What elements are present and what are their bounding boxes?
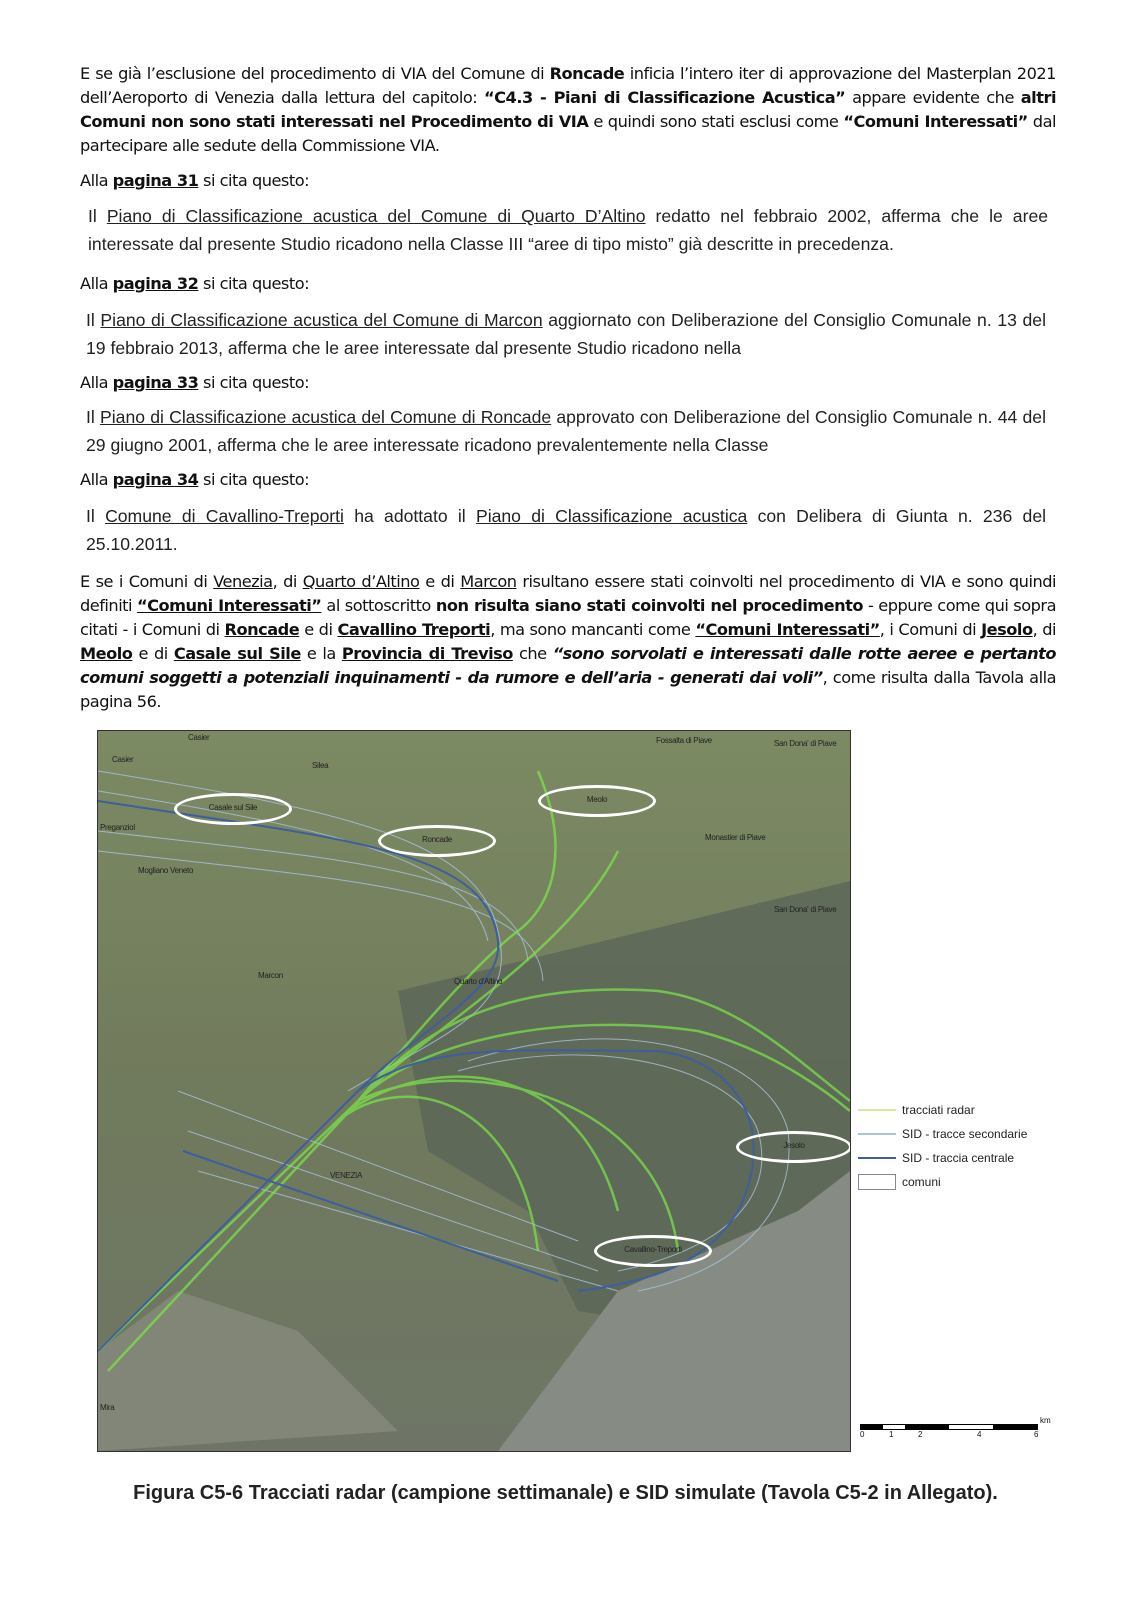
quote-page33 xyxy=(86,403,1046,459)
emphasized-text: Comune di Cavallino-Treporti xyxy=(105,506,344,526)
text-segment: Alla xyxy=(80,171,113,190)
emphasized-text: Piano di Classificazione acustica del Comune di Roncade xyxy=(100,407,552,427)
text-segment: dal partecipare alle sedute della Commissione VIA. xyxy=(80,112,1056,155)
text-segment: Il xyxy=(86,310,101,330)
flight-tracks-map xyxy=(97,730,851,1452)
paragraph-page33 xyxy=(80,371,1056,395)
legend-item xyxy=(858,1170,1027,1194)
legend-label: SID - traccia centrale xyxy=(902,1151,1015,1165)
quote-page31 xyxy=(88,202,1048,258)
place-label: Quarto d'Altino xyxy=(454,977,503,986)
figure-caption: Figura C5-6 Tracciati radar (campione settimanale) e SID simulate (Tavola C5-2 in Allegato). xyxy=(133,1482,998,1504)
comune-label: Meolo xyxy=(586,795,608,804)
text-segment: e di xyxy=(419,572,461,591)
text-segment: si cita questo: xyxy=(198,274,310,293)
text-segment: si cita questo: xyxy=(198,373,310,392)
scale-tick-label: 1 xyxy=(889,1430,894,1439)
scale-unit: km xyxy=(1040,1416,1051,1425)
text-segment: - eppure come qui sopra citati - i Comuni di xyxy=(80,596,1056,639)
comune-label: Jesolo xyxy=(783,1141,805,1150)
scale-ticks xyxy=(860,1416,1051,1440)
text-segment: si cita questo: xyxy=(198,470,310,489)
emphasized-text: Cavallino Treporti xyxy=(337,620,491,639)
emphasized-text: pagina 34 xyxy=(112,470,199,489)
paragraph-page31 xyxy=(80,169,1056,193)
place-label: Fossalta di Piave xyxy=(656,736,712,745)
emphasized-text: Piano di Classificazione acustica xyxy=(475,506,748,526)
emphasized-text: altri Comuni non sono stati interessati nel Procedimento di VIA xyxy=(80,88,1056,131)
emphasized-text: pagina 33 xyxy=(112,373,199,392)
emphasized-text: Roncade xyxy=(549,64,625,83)
comune-label: Cavallino-Treporti xyxy=(624,1245,682,1254)
scale-tick-label: 4 xyxy=(977,1430,982,1439)
comune-highlight-oval xyxy=(174,793,292,825)
quote-page32 xyxy=(86,306,1046,362)
emphasized-text: Meolo xyxy=(80,644,133,663)
comune-highlight-oval xyxy=(736,1131,851,1163)
emphasized-text: Provincia di Treviso xyxy=(341,644,513,663)
text-segment: appare evidente che xyxy=(845,88,1021,107)
text-segment: , i Comuni di xyxy=(879,620,982,639)
text-segment: , di xyxy=(1032,620,1056,639)
text-segment: E se già l’esclusione del procedimento di VIA del Comune di xyxy=(80,64,550,83)
emphasized-text: non risulta siano stati coinvolti nel procedimento xyxy=(435,596,863,615)
place-label: Casier xyxy=(188,733,210,742)
emphasized-text: “Comuni Interessati” xyxy=(843,112,1028,131)
paragraph-page34 xyxy=(80,468,1056,492)
legend-item xyxy=(858,1122,1027,1146)
text-segment: e la xyxy=(300,644,342,663)
emphasized-text: Jesolo xyxy=(981,620,1033,639)
place-label: San Dona' di Piave xyxy=(774,905,837,914)
text-segment: , di xyxy=(272,572,303,591)
place-label: Silea xyxy=(312,761,329,770)
emphasized-text: Casale sul Sile xyxy=(173,644,301,663)
emphasized-text: Quarto d’Altino xyxy=(302,572,420,591)
text-segment: Il xyxy=(88,206,107,226)
place-label: Mogliano Veneto xyxy=(138,866,194,875)
text-segment: e di xyxy=(299,620,338,639)
scale-tick-label: 6 xyxy=(1034,1430,1039,1439)
place-label: Marcon xyxy=(258,971,283,980)
legend-swatch xyxy=(858,1174,896,1190)
text-segment: risultano essere stati coinvolti nel procedimento di VIA e sono quindi definiti xyxy=(80,572,1056,615)
legend-swatch xyxy=(858,1157,896,1159)
emphasized-text: pagina 32 xyxy=(112,274,199,293)
text-segment: Il xyxy=(86,407,101,427)
text-segment: Alla xyxy=(80,470,113,489)
text-segment: e quindi sono stati esclusi come xyxy=(588,112,844,131)
text-segment: Alla xyxy=(80,373,113,392)
comune-highlight-oval xyxy=(538,785,656,817)
paragraph-page32 xyxy=(80,272,1056,296)
paragraph-conclusion xyxy=(80,570,1056,714)
comune-label: Casale sul Sile xyxy=(208,803,258,812)
text-segment: E se i Comuni di xyxy=(80,572,214,591)
emphasized-text: “Comuni Interessati” xyxy=(695,620,880,639)
text-segment: inficia l’intero iter di approvazione del Masterplan 2021 dell’Aeroporto di Venezia dalla lettura del capitolo: xyxy=(80,64,1056,107)
place-label: Preganziol xyxy=(100,823,135,832)
legend-label: comuni xyxy=(902,1175,941,1189)
emphasized-text: “sono sorvolati e interessati dalle rotte aeree e pertanto comuni soggetti a potenziali inquinamenti - da rumore e dell’aria - generati dai voli” xyxy=(80,644,1056,687)
place-label: San Dona' di Piave xyxy=(774,739,837,748)
scale-bar xyxy=(860,1416,1051,1440)
text-segment: redatto nel febbraio 2002, afferma che le aree interessate dal presente Studio ricadono nella Classe III “aree di tipo misto” già descritte in precedenza. xyxy=(88,206,1049,254)
emphasized-text: Piano di Classificazione acustica del Comune di Quarto D’Altino xyxy=(106,206,646,226)
legend-swatch xyxy=(858,1133,896,1135)
legend-item xyxy=(858,1146,1027,1170)
emphasized-text: Roncade xyxy=(224,620,300,639)
legend-swatch xyxy=(858,1109,896,1111)
emphasized-text: Venezia xyxy=(213,572,273,591)
text-segment: al sottoscritto xyxy=(321,596,436,615)
text-segment: , come risulta dalla Tavola alla pagina 56. xyxy=(80,668,1057,711)
map-legend xyxy=(858,1098,1027,1194)
scale-tick-label: 2 xyxy=(918,1430,923,1439)
place-label: Mira xyxy=(100,1403,115,1412)
legend-label: SID - tracce secondarie xyxy=(902,1127,1028,1141)
emphasized-text: “Comuni Interessati” xyxy=(137,596,322,615)
legend-item xyxy=(858,1098,1027,1122)
emphasized-text: “C4.3 - Piani di Classificazione Acustica” xyxy=(484,88,846,107)
emphasized-text: Piano di Classificazione acustica del Comune di Marcon xyxy=(100,310,543,330)
comune-highlight-oval xyxy=(378,825,496,857)
text-segment: approvato con Deliberazione del Consiglio Comunale n. 44 del 29 giugno 2001, afferma che le aree interessate ricadono prevalentemente nella Classe xyxy=(86,407,1046,455)
emphasized-text: pagina 31 xyxy=(112,171,199,190)
scale-tick-label: 0 xyxy=(860,1430,865,1439)
emphasized-text: Marcon xyxy=(460,572,517,591)
paragraph-intro xyxy=(80,62,1056,158)
place-label: Casier xyxy=(112,755,134,764)
comune-label: Roncade xyxy=(422,835,452,844)
text-segment: aggiornato con Deliberazione del Consiglio Comunale n. 13 del 19 febbraio 2013, afferma che le aree interessate dal presente Studio ricadono nella xyxy=(86,310,1046,358)
quote-page34 xyxy=(86,502,1046,558)
text-segment: , ma sono mancanti come xyxy=(490,620,696,639)
text-segment: Il xyxy=(86,506,106,526)
text-segment: che xyxy=(512,644,553,663)
text-segment: con Delibera di Giunta n. 236 del 25.10.2011. xyxy=(86,506,1047,554)
comune-highlight-oval xyxy=(594,1235,712,1267)
place-label: Monastier di Piave xyxy=(705,833,766,842)
text-segment: e di xyxy=(132,644,174,663)
text-segment: ha adottato il xyxy=(343,506,476,526)
text-segment: si cita questo: xyxy=(198,171,310,190)
text-segment: Alla xyxy=(80,274,113,293)
legend-label: tracciati radar xyxy=(902,1103,975,1117)
place-label: VENEZIA xyxy=(330,1171,363,1180)
